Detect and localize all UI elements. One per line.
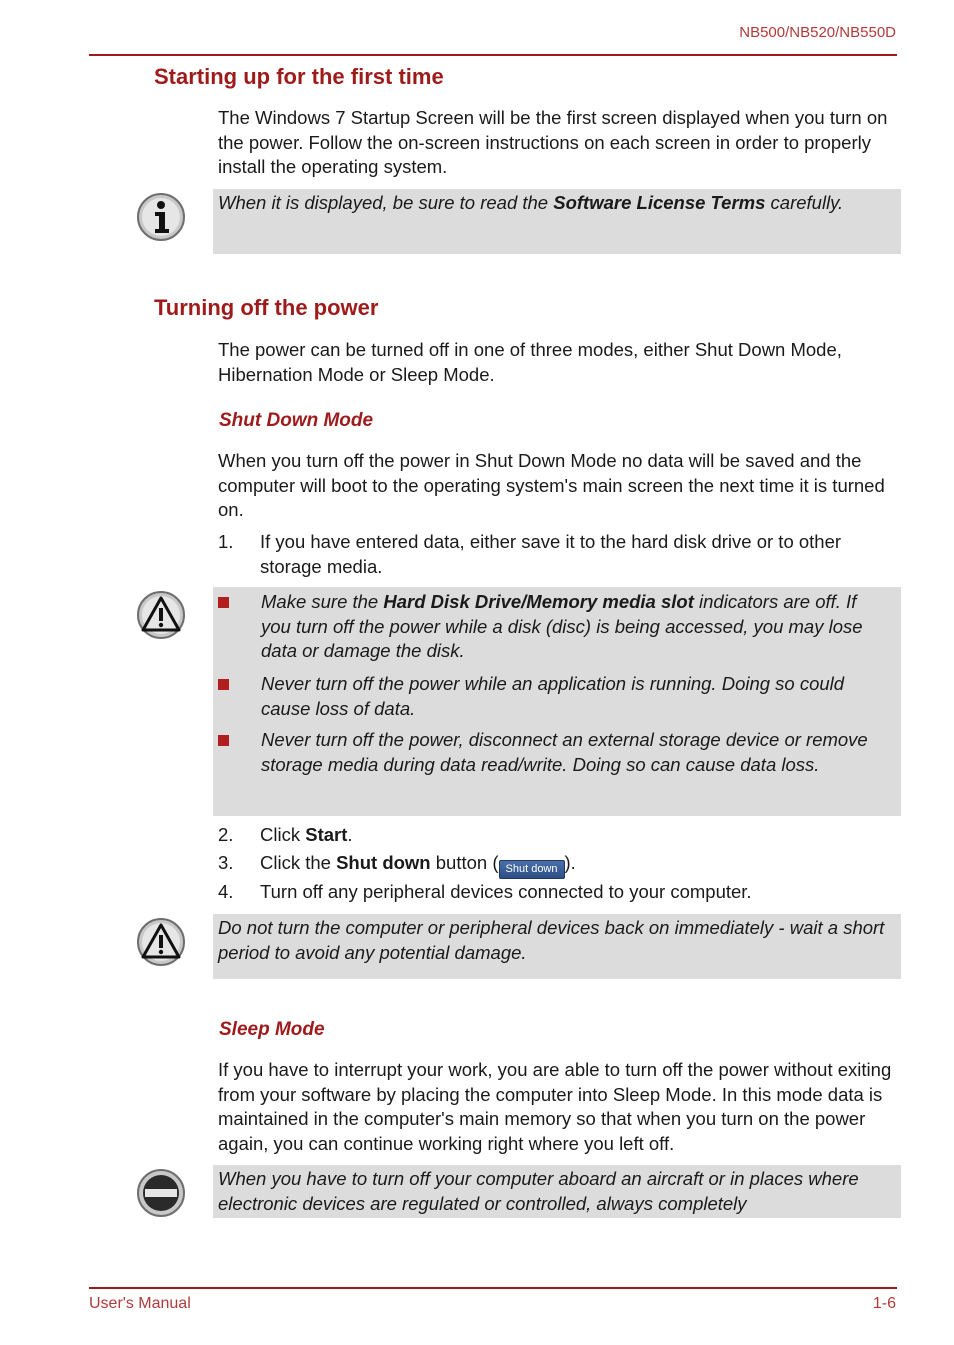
caution-b1-pre: Make sure the	[261, 591, 384, 612]
note-aircraft	[213, 1165, 901, 1218]
note-license-bold: Software License Terms	[553, 192, 766, 213]
para-sleep: If you have to interrupt your work, you are able to turn off the power without exiting from your software by placing the computer into Sleep Mode. In this mode data is maintained in the computer's main memory so that when you turn on the power again, you can continue working right where you left off.	[218, 1059, 892, 1154]
header-model: NB500/NB520/NB550D	[739, 24, 896, 41]
header-rule	[89, 54, 897, 56]
caution-icon	[136, 590, 186, 640]
step-2-post: .	[347, 824, 353, 845]
bullet-square	[218, 597, 229, 608]
step-3-mid: button (	[430, 852, 499, 873]
step-3-number: 3.	[218, 852, 234, 873]
step-1-text: If you have entered data, either save it to the hard disk drive or to other storage media.	[260, 531, 842, 577]
footer-title: User's Manual	[89, 1295, 191, 1312]
step-2-number: 2.	[218, 824, 234, 845]
bullet-square	[218, 735, 229, 746]
info-icon	[136, 192, 186, 242]
caution-icon	[136, 917, 186, 967]
caution-b1-post: indicators are off. If you turn off the power while a disk (disc) is being accessed, you may lose data or damage the disk.	[261, 591, 863, 661]
note-license-text	[218, 191, 890, 216]
heading-turning-off: Turning off the power	[154, 295, 379, 320]
page-number: 1-6	[872, 1295, 896, 1312]
caution-wait-text: Do not turn the computer or peripheral devices back on immediately - wait a short period to avoid any potential damage.	[218, 917, 885, 963]
note-aircraft-text: When you have to turn off your computer aboard an aircraft or in places where electronic devices are regulated or controlled, always completely	[218, 1168, 859, 1214]
para-shut-down: When you turn off the power in Shut Down Mode no data will be saved and the computer will boot to the operating system's main screen the next time it is turned on.	[218, 450, 885, 520]
caution-power-off	[213, 587, 901, 816]
heading-shut-down-mode: Shut Down Mode	[219, 410, 374, 431]
step-4-number: 4.	[218, 881, 234, 902]
heading-sleep-mode: Sleep Mode	[219, 1019, 325, 1040]
step-3-pre: Click the	[260, 852, 337, 873]
caution-bullet-2-text: Never turn off the power while an application is running. Doing so could cause loss of data.	[261, 673, 845, 719]
note-license-post: carefully.	[765, 192, 844, 213]
para-startup: The Windows 7 Startup Screen will be the first screen displayed when you turn on the power. Follow the on-screen instructions on each screen in order to properly install the operating system.	[218, 107, 888, 177]
step-4-text: Turn off any peripheral devices connected to your computer.	[260, 881, 752, 902]
step-2-bold: Start	[305, 824, 348, 845]
shut-down-button: Shut down	[499, 860, 565, 879]
step-3-post: ).	[564, 852, 576, 873]
caution-b1-bold: Hard Disk Drive/Memory media slot	[383, 591, 694, 612]
step-2-pre: Click	[260, 824, 306, 845]
note-license-pre: When it is displayed, be sure to read the	[218, 192, 554, 213]
step-2-text	[260, 823, 353, 848]
step-1-number: 1.	[218, 531, 234, 552]
bullet-square	[218, 679, 229, 690]
caution-bullet-1-text	[261, 590, 891, 664]
note-license	[213, 189, 901, 254]
caution-wait	[213, 914, 901, 979]
prohibited-icon	[136, 1168, 186, 1218]
step-3-bold: Shut down	[336, 852, 431, 873]
caution-bullet-3-text: Never turn off the power, disconnect an external storage device or remove storage media during data read/write. Doing so can cause data loss.	[261, 729, 868, 775]
footer-rule	[89, 1287, 897, 1289]
para-power-modes: The power can be turned off in one of three modes, either Shut Down Mode, Hibernation Mode or Sleep Mode.	[218, 339, 842, 385]
step-3-text	[260, 851, 576, 879]
heading-starting-up: Starting up for the first time	[154, 64, 444, 89]
